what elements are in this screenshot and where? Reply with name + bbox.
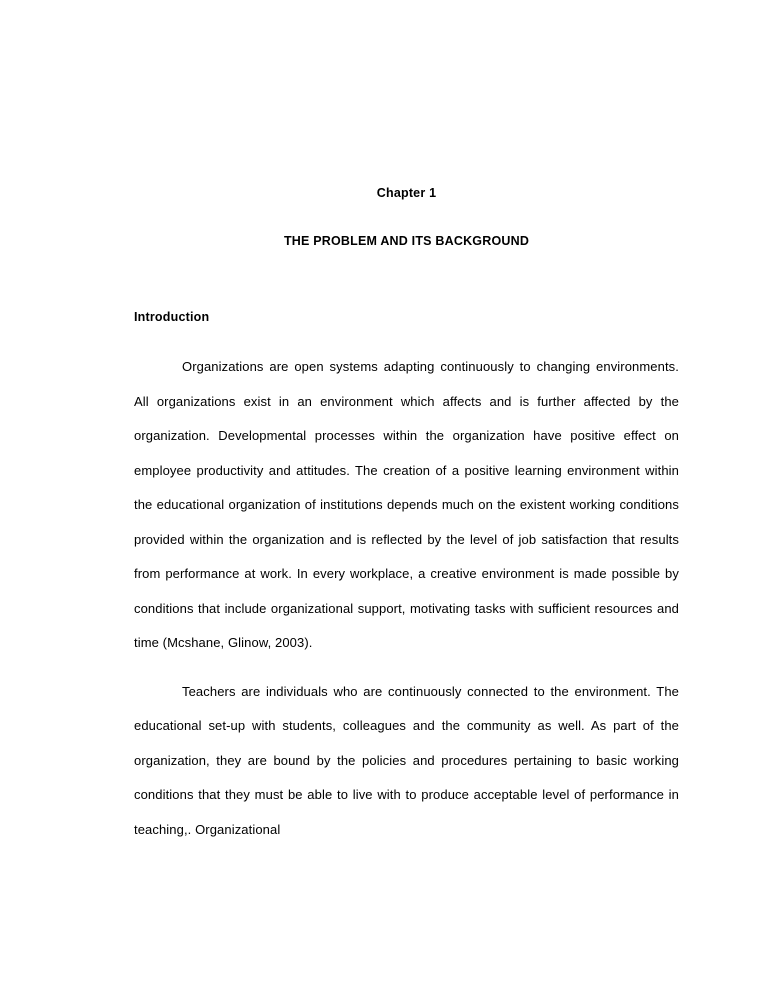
chapter-label: Chapter 1 bbox=[376, 186, 437, 200]
chapter-title: THE PROBLEM AND ITS BACKGROUND bbox=[283, 234, 530, 248]
body-paragraph: Teachers are individuals who are continuously connected to the environment. The educational set-up with students, colleagues and the community as well. As part of the organization, they are bound by the policies and procedures pertaining to basic working conditions that they must be able to live with to produce acceptable level of performance in teaching,. Organizational bbox=[134, 683, 679, 837]
body-paragraph: Organizations are open systems adapting continuously to changing environments. All organizations exist in an environment which affects and is further affected by the organization. Developmental processes within the organization have positive effect on employee productivity and attitudes. The creation of a positive learning environment within the educational organization of institutions depends much on the existent working conditions provided within the organization and is reflected by the level of job satisfaction that results from performance at work. In every workplace, a creative environment is made possible by conditions that include organizational support, motivating tasks with sufficient resources and time (Mcshane, Glinow, 2003). bbox=[134, 359, 679, 650]
page-content bbox=[134, 0, 679, 994]
section-heading-introduction: Introduction bbox=[134, 310, 210, 324]
